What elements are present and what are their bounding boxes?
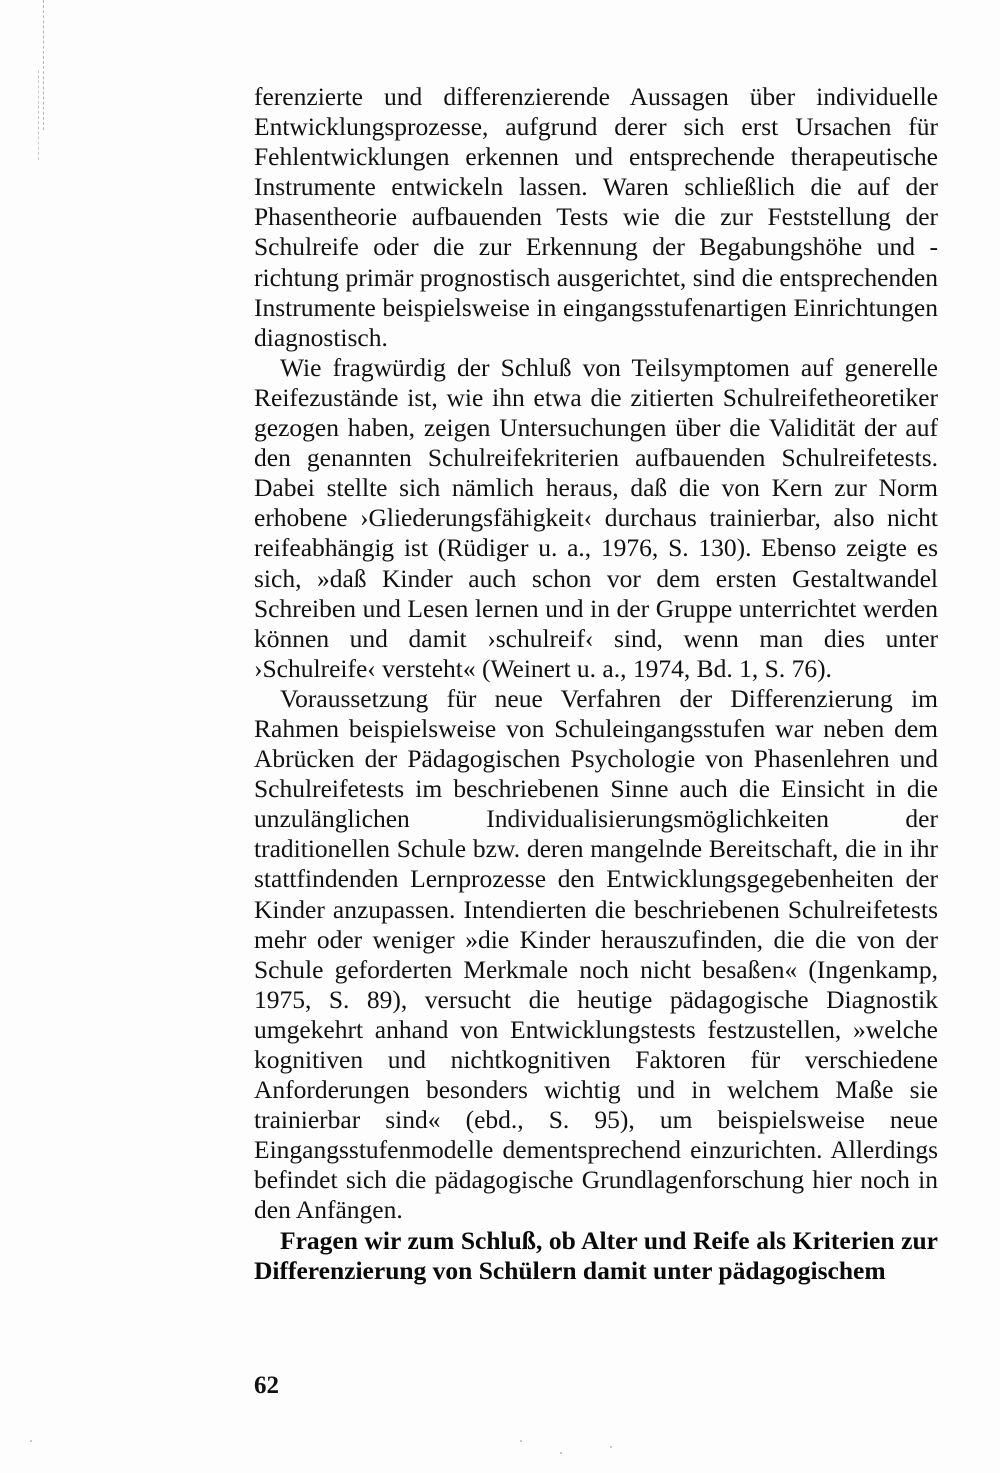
scan-edge-mark xyxy=(43,0,46,130)
scan-speck xyxy=(560,1452,562,1454)
paragraph-continuation: ferenzierte und differenzierende Aussagen über individuelle Entwicklungsprozesse, aufgrund derer sich erst Ursachen für Fehlentwicklungen erkennen und entsprechende therapeutische Instrumente entwickeln lassen. Waren schließlich die auf der Phasentheorie aufbauenden Tests wie die zur Feststellung der Schulreife oder die zur Erkennung der Begabungshöhe und -richtung primär prognostisch ausgerichtet, sind die entsprechenden Instrumente beispielsweise in eingangsstufenartigen Einrichtungen diagnostisch. xyxy=(254,82,938,352)
scan-speck xyxy=(610,1446,612,1448)
paragraph-conclusion-start: Fragen wir zum Schluß, ob Alter und Reife als Kriterien zur Differenzierung von Schülern damit unter pädagogischem xyxy=(254,1225,938,1285)
scan-speck xyxy=(520,1440,522,1442)
body-text xyxy=(254,82,938,1286)
page-number: 62 xyxy=(254,1372,279,1399)
paragraph-schulreife-validity: Wie fragwürdig der Schluß von Teilsymptomen auf generelle Reifezustände ist, wie ihn etwa die zitierten Schulreifetheoretiker gezogen haben, zeigen Untersuchungen über die Validität der auf den genannten Schulreifekriterien aufbauenden Schulreifetests. Dabei stellte sich nämlich heraus, daß die von Kern zur Norm erhobene ›Gliederungsfähigkeit‹ durchaus trainierbar, also nicht reifeabhängig ist (Rüdiger u. a., 1976, S. 130). Ebenso zeigte es sich, »daß Kinder auch schon vor dem ersten Gestaltwandel Schreiben und Lesen lernen und in der Gruppe unterrichtet werden können und damit ›schulreif‹ sind, wenn man dies unter ›Schulreife‹ versteht« (Weinert u. a., 1974, Bd. 1, S. 76). xyxy=(254,352,938,683)
paragraph-differenzierung: Voraussetzung für neue Verfahren der Differenzierung im Rahmen beispielsweise von Schuleingangsstufen war neben dem Abrücken der Pädagogischen Psychologie von Phasenlehren und Schulreifetests im beschriebenen Sinne auch die Einsicht in die unzulänglichen Individualisierungsmöglichkeiten der traditionellen Schule bzw. deren mangelnde Bereitschaft, die in ihr stattfindenden Lernprozesse den Entwicklungsgegebenheiten der Kinder anzupassen. Intendierten die beschriebenen Schulreifetests mehr oder weniger »die Kinder herauszufinden, die die von der Schule geforderten Merkmale noch nicht besaßen« (Ingenkamp, 1975, S. 89), versucht die heutige pädagogische Diagnostik umgekehrt anhand von Entwicklungstests festzustellen, »welche kognitiven und nichtkognitiven Faktoren für verschiedene Anforderungen besonders wichtig und in welchem Maße sie trainierbar sind« (ebd., S. 95), um beispielsweise neue Eingangsstufenmodelle dementsprechend einzurichten. Allerdings befindet sich die pädagogische Grundlagenforschung hier noch in den Anfängen. xyxy=(254,683,938,1225)
scan-speck xyxy=(30,1440,32,1442)
scan-edge-mark xyxy=(38,70,41,160)
